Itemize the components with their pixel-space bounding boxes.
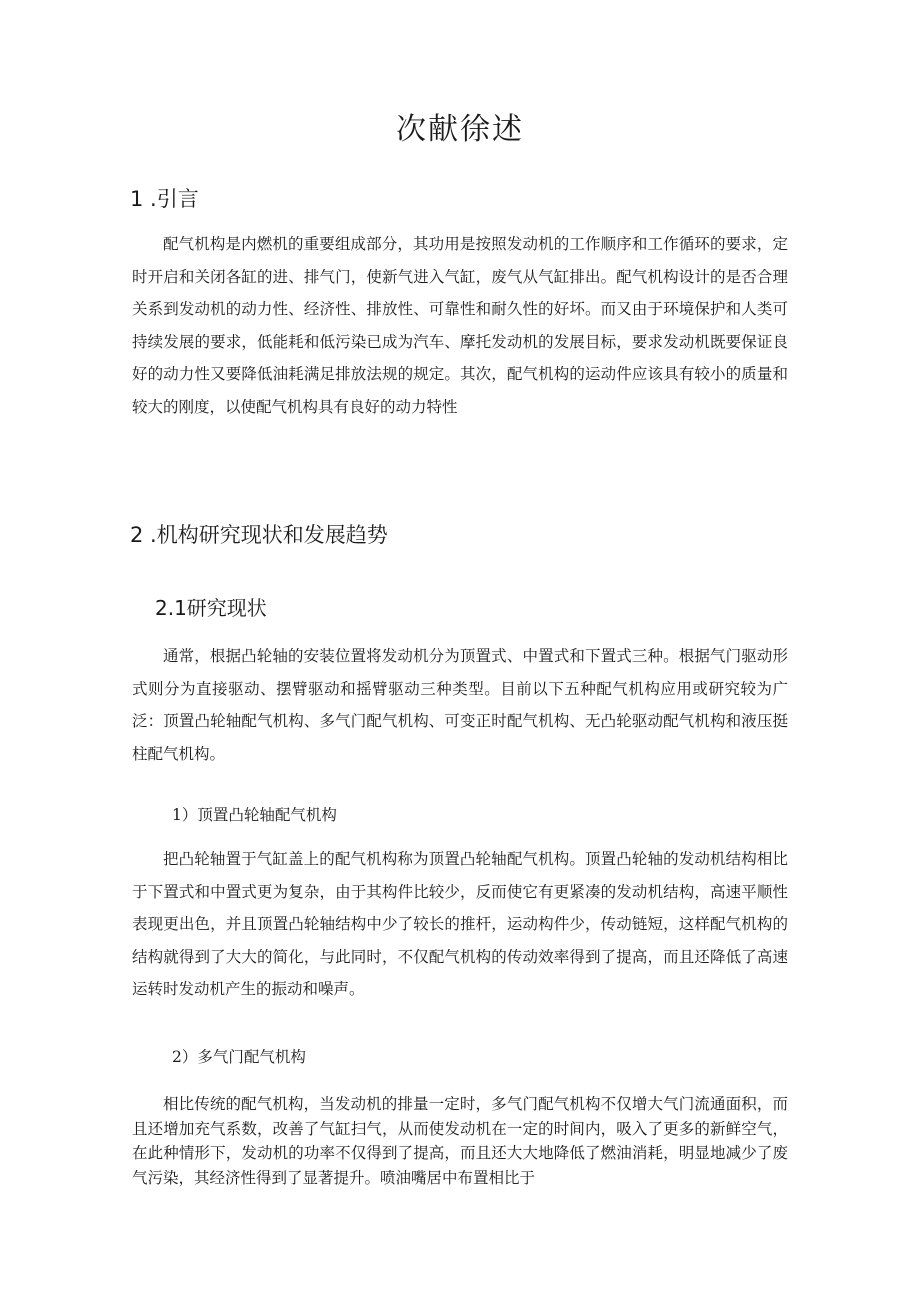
document-title: 次献徐述 (396, 112, 524, 147)
intro-paragraph: 配气机构是内燃机的重要组成部分，其功用是按照发动机的工作顺序和工作循环的要求，定时开启和关闭各缸的进、排气门，使新气进入气缸，废气从气缸排出。配气机构设计的是否合理关系到发动机的动力性、经济性、排放性、可靠性和耐久性的好坏。而又由于环境保护和人类可持续发展的要求，低能耗和低污染已成为汽车、摩托发动机的发展目标，要求发动机既要保证良好的动力性又要降低油耗满足排放法规的规定。其次，配气机构的运动件应该具有较小的质量和较大的刚度，以使配气机构具有良好的动力特性 (132, 235, 788, 416)
section-heading-status: 2 .机构研究现状和发展趋势 (130, 523, 388, 547)
list-item-label-overhead-cam: 1）顶置凸轮轴配气机构 (172, 806, 337, 824)
multi-valve-paragraph: 相比传统的配气机构，当发动机的排量一定时，多气门配气机构不仅增大气门流通面积，而且还增加充气系数，改善了气缸扫气，从而使发动机在一定的时间内，吸入了更多的新鲜空气，在此种情形下，发动机的功率不仅得到了提高，而且还大大地降低了燃油消耗，明显地减少了废气污染，其经济性得到了显著提升。喷油嘴居中布置相比于 (132, 1095, 788, 1187)
research-status-paragraph: 通常，根据凸轮轴的安装位置将发动机分为顶置式、中置式和下置式三种。根据气门驱动形式则分为直接驱动、摆臂驱动和摇臂驱动三种类型。目前以下五种配气机构应用或研究较为广泛：顶置凸轮轴配气机构、多气门配气机构、可变正时配气机构、无凸轮驱动配气机构和液压挺柱配气机构。 (132, 647, 788, 763)
overhead-cam-paragraph: 把凸轮轴置于气缸盖上的配气机构称为顶置凸轮轴配气机构。顶置凸轮轴的发动机结构相比于下置式和中置式更为复杂，由于其构件比较少，反而使它有更紧凑的发动机结构，高速平顺性表现更出色，并且顶置凸轮轴结构中少了较长的推杆，运动构件少，传动链短，这样配气机构的结构就得到了大大的简化，与此同时，不仅配气机构的传动效率得到了提高，而且还降低了高速运转时发动机产生的振动和噪声。 (132, 850, 788, 998)
list-item-label-multi-valve: 2）多气门配气机构 (172, 1048, 306, 1066)
section-heading-intro: 1 .引言 (130, 187, 199, 211)
subsection-heading-research-status: 2.1研究现状 (155, 596, 267, 620)
